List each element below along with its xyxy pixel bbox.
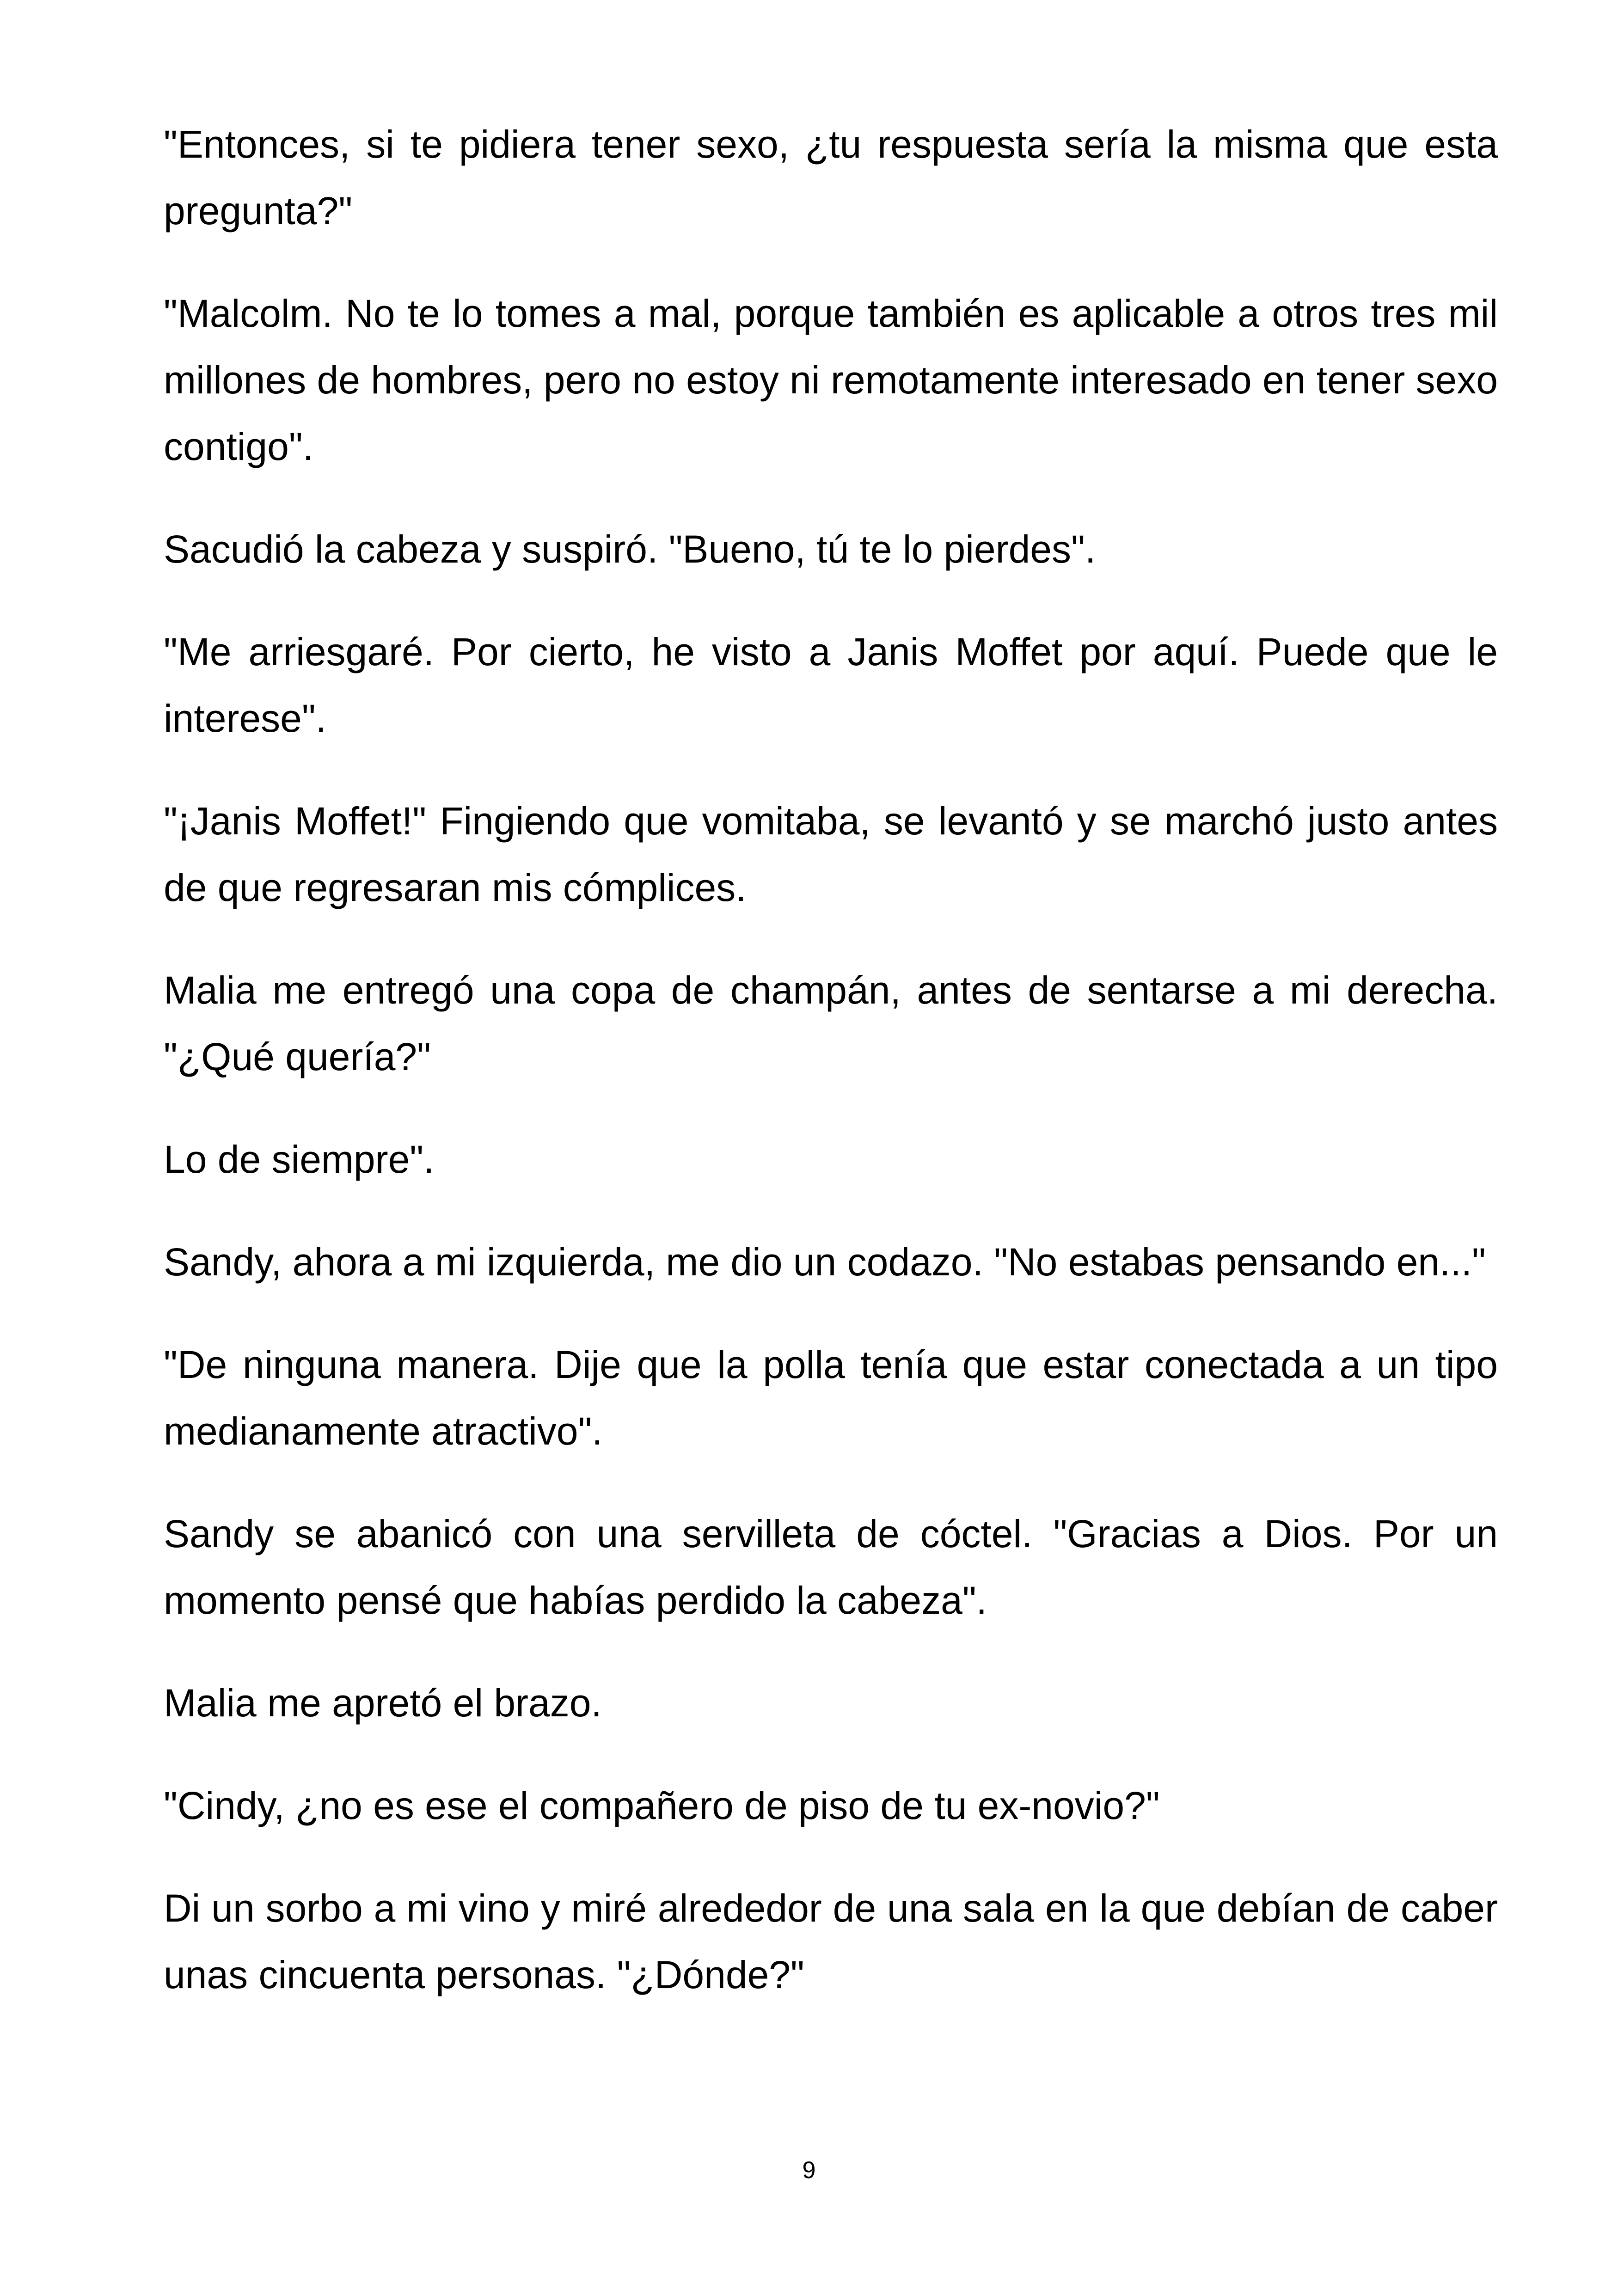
paragraph-5: "¡Janis Moffet!" Fingiendo que vomitaba, se levantó y se marchó justo antes de que regresaran mis cómplices.: [164, 799, 1498, 909]
page-body: [164, 111, 1498, 2044]
paragraph-6: Malia me entregó una copa de champán, antes de sentarse a mi derecha. "¿Qué quería?": [164, 968, 1498, 1078]
paragraph-3: Sacudió la cabeza y suspiró. "Bueno, tú te lo pierdes".: [164, 527, 1096, 571]
paragraph-4: "Me arriesgaré. Por cierto, he visto a Janis Moffet por aquí. Puede que le interese".: [164, 630, 1498, 740]
paragraph-13: Di un sorbo a mi vino y miré alrededor de una sala en la que debían de caber unas cincuenta personas. "¿Dónde?": [164, 1886, 1498, 1996]
paragraph-11: Malia me apretó el brazo.: [164, 1681, 602, 1725]
page-number: 9: [802, 2157, 816, 2184]
paragraph-10: Sandy se abanicó con una servilleta de cóctel. "Gracias a Dios. Por un momento pensé que habías perdido la cabeza".: [164, 1512, 1498, 1622]
paragraph-7: Lo de siempre".: [164, 1138, 435, 1181]
paragraph-8: Sandy, ahora a mi izquierda, me dio un codazo. "No estabas pensando en...": [164, 1240, 1486, 1284]
paragraph-9: "De ninguna manera. Dije que la polla tenía que estar conectada a un tipo medianamente atractivo".: [164, 1343, 1498, 1453]
paragraph-1: "Entonces, si te pidiera tener sexo, ¿tu respuesta sería la misma que esta pregunta?": [164, 122, 1498, 233]
paragraph-2: "Malcolm. No te lo tomes a mal, porque también es aplicable a otros tres mil millones de hombres, pero no estoy ni remotamente interesado en tener sexo contigo".: [164, 292, 1498, 468]
paragraph-12: "Cindy, ¿no es ese el compañero de piso de tu ex-novio?": [164, 1784, 1160, 1827]
